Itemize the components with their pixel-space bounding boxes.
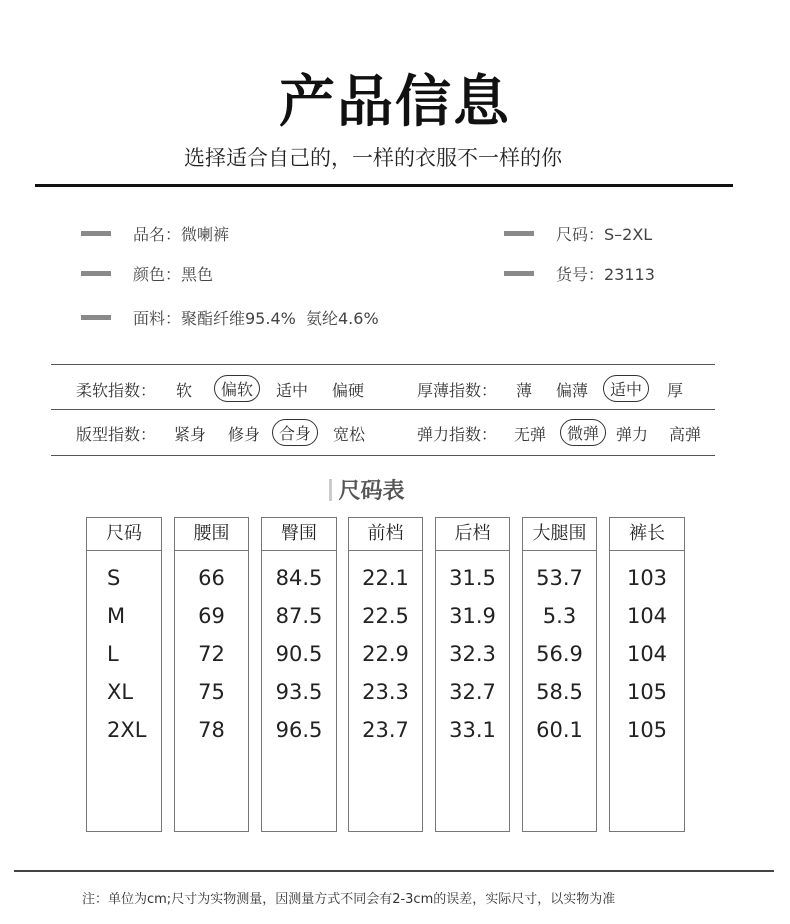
- size-cell: 31.5: [449, 566, 496, 590]
- info-fabric: [81, 306, 379, 329]
- info-item-no: [504, 262, 655, 285]
- size-cell: 23.7: [362, 718, 409, 742]
- bullet-bar: [81, 315, 111, 320]
- info-size: [504, 222, 652, 245]
- fit-option: 修身: [228, 425, 261, 444]
- size-column: [261, 517, 337, 832]
- softness-option-selected: 偏软: [214, 375, 260, 402]
- size-cell: M: [107, 604, 126, 628]
- info-name-text: 品名：微喇裤: [133, 225, 230, 244]
- footer-note: 注：单位为cm;尺寸为实物测量，因测量方式不同会有2-3cm的误差，实际尺寸，以实物为准: [82, 892, 616, 907]
- size-column-header: 裤长: [610, 518, 684, 551]
- top-divider: [35, 184, 733, 187]
- size-cell: 87.5: [275, 604, 323, 628]
- index-divider-top: [51, 364, 715, 365]
- bottom-divider: [14, 870, 774, 872]
- size-cell: 105: [626, 680, 668, 704]
- fit-option-selected: 合身: [272, 419, 318, 446]
- elasticity-option: 高弹: [669, 425, 702, 444]
- size-cell: 56.9: [536, 642, 583, 666]
- size-cell: S: [107, 566, 121, 590]
- size-cell: 72: [198, 642, 225, 666]
- size-cell: 75: [198, 680, 225, 704]
- size-column-header: 前档: [349, 518, 422, 551]
- fit-label: 版型指数：: [76, 425, 157, 444]
- size-cell: 32.7: [449, 680, 496, 704]
- info-color-text: 颜色：黑色: [133, 265, 214, 284]
- size-cell: L: [107, 642, 119, 666]
- size-cell: XL: [107, 680, 134, 704]
- size-table-title-text: 尺码表: [338, 479, 405, 504]
- info-color: [81, 262, 213, 285]
- thickness-label: 厚薄指数：: [417, 381, 498, 400]
- size-cell: 31.9: [449, 604, 496, 628]
- size-cell: 104: [626, 604, 668, 628]
- size-cell: 22.5: [362, 604, 409, 628]
- thickness-option: 厚: [667, 381, 684, 400]
- softness-option: 软: [176, 381, 193, 400]
- size-cell: 23.3: [362, 680, 409, 704]
- softness-label: 柔软指数：: [76, 381, 157, 400]
- size-cell: 104: [626, 642, 668, 666]
- thickness-option-selected: 适中: [603, 375, 649, 402]
- size-column: [435, 517, 510, 832]
- thickness-option: 薄: [516, 381, 533, 400]
- info-fabric-text: 面料：聚酯纤维95.4% 氨纶4.6%: [133, 309, 379, 328]
- size-cell: 60.1: [536, 718, 583, 742]
- size-cell: 5.3: [542, 604, 577, 628]
- size-cell: 32.3: [449, 642, 496, 666]
- size-column-header: 臀围: [262, 518, 336, 551]
- size-column: [348, 517, 423, 832]
- size-column-header: 后档: [436, 518, 509, 551]
- page-title: 产品信息: [279, 70, 511, 135]
- softness-option: 偏硬: [332, 381, 365, 400]
- bullet-bar: [504, 271, 534, 276]
- size-column: [609, 517, 685, 832]
- elasticity-option-selected: 微弹: [560, 419, 606, 446]
- info-item-no-text: 货号：23113: [556, 265, 655, 284]
- size-column-header: 尺码: [87, 518, 161, 551]
- elasticity-option: 弹力: [616, 425, 649, 444]
- size-cell: 2XL: [107, 718, 147, 742]
- bullet-bar: [504, 231, 534, 236]
- size-cell: 58.5: [536, 680, 583, 704]
- size-cell: 105: [626, 718, 668, 742]
- size-cell: 84.5: [275, 566, 323, 590]
- size-table-title: [0, 474, 734, 505]
- info-size-text: 尺码：S–2XL: [556, 225, 653, 244]
- size-column-header: 腰围: [175, 518, 248, 551]
- elasticity-label: 弹力指数：: [417, 425, 498, 444]
- bullet-bar: [81, 271, 111, 276]
- elasticity-option: 无弹: [514, 425, 547, 444]
- size-cell: 69: [198, 604, 225, 628]
- size-cell: 53.7: [536, 566, 583, 590]
- fit-option: 紧身: [174, 425, 207, 444]
- size-cell: 22.1: [362, 566, 409, 590]
- size-cell: 33.1: [449, 718, 496, 742]
- info-name: [81, 222, 229, 245]
- size-cell: 22.9: [362, 642, 409, 666]
- size-column-header: 大腿围: [523, 518, 596, 551]
- size-column: [174, 517, 249, 832]
- size-cell: 96.5: [275, 718, 323, 742]
- index-divider-middle: [51, 409, 715, 410]
- size-column: [522, 517, 597, 832]
- size-column: [86, 517, 162, 832]
- size-cell: 103: [626, 566, 668, 590]
- size-cell: 78: [198, 718, 225, 742]
- size-cell: 90.5: [275, 642, 323, 666]
- page-subtitle: 选择适合自己的，一样的衣服不一样的你: [184, 146, 562, 170]
- title-mark: [329, 479, 332, 501]
- fit-option: 宽松: [333, 425, 366, 444]
- softness-option: 适中: [276, 381, 309, 400]
- size-cell: 93.5: [275, 680, 323, 704]
- index-divider-bottom: [51, 455, 715, 456]
- thickness-option: 偏薄: [556, 381, 589, 400]
- bullet-bar: [81, 231, 111, 236]
- size-cell: 66: [198, 566, 225, 590]
